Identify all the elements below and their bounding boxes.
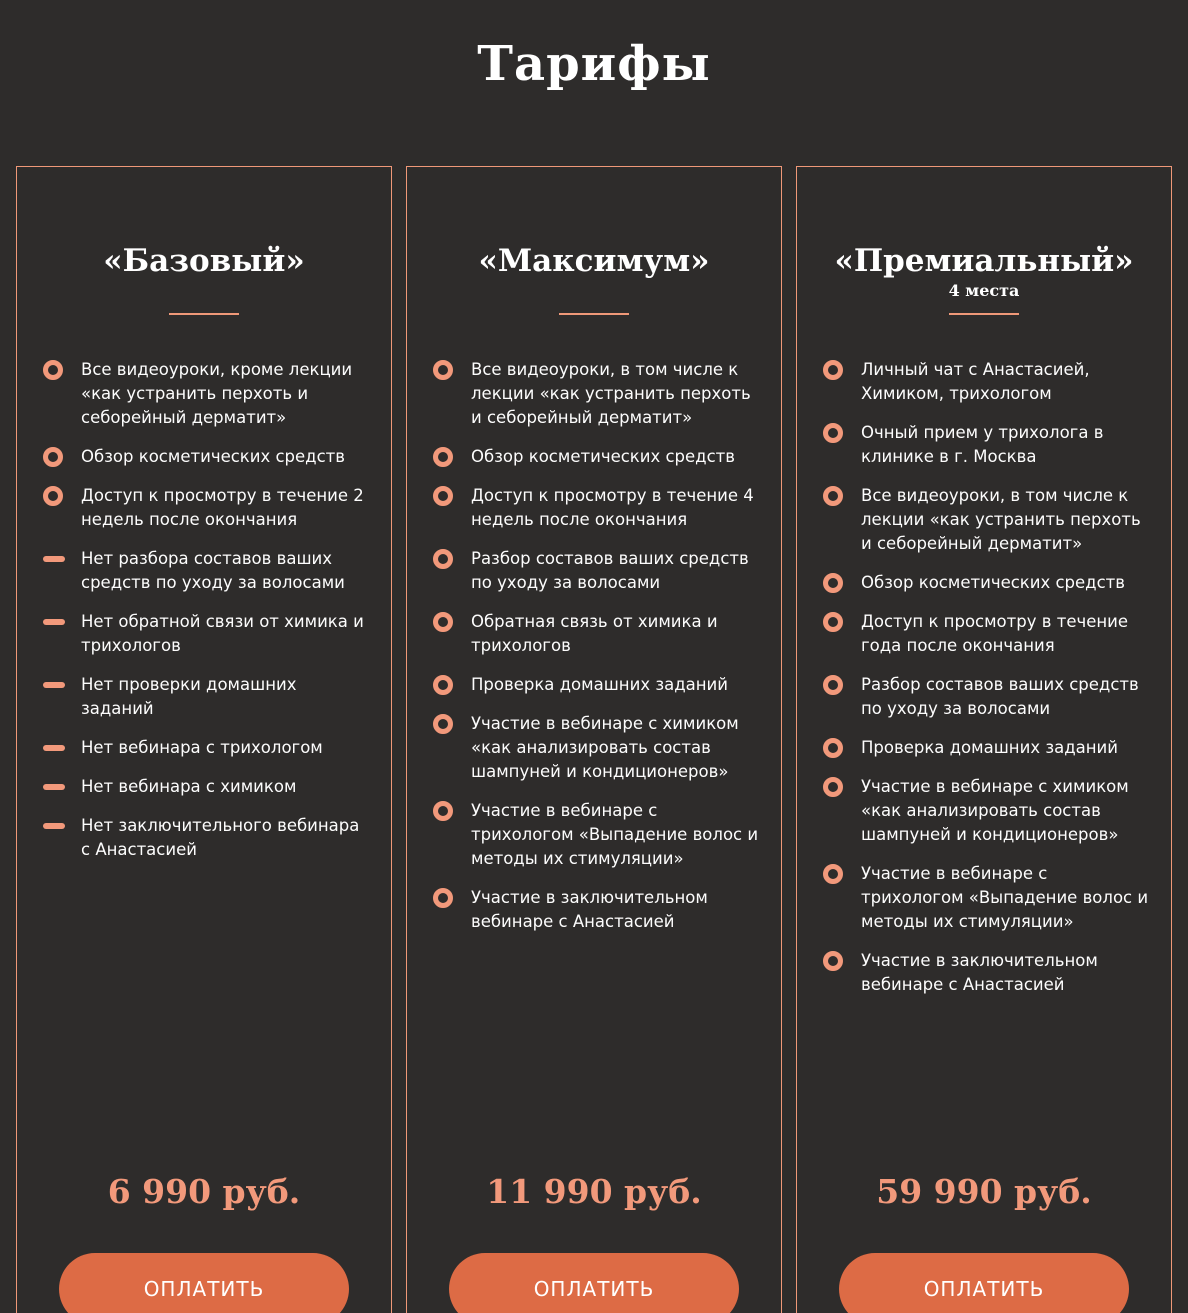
feature-text: Доступ к просмотру в течение года после окончания [861, 612, 1129, 655]
plan-title: «Премиальный» [834, 243, 1134, 279]
feature-text: Нет вебинара с химиком [81, 777, 297, 796]
pay-button[interactable]: ОПЛАТИТЬ [839, 1253, 1129, 1313]
feature-item [823, 484, 1149, 556]
feature-icon-column [433, 610, 471, 658]
feature-icon-column [823, 358, 861, 406]
feature-text: Нет разбора составов ваших средств по уходу за волосами [81, 549, 345, 592]
feature-item [823, 949, 1149, 997]
feature-item [433, 610, 759, 658]
feature-item [43, 358, 369, 430]
feature-text: Проверка домашних заданий [471, 675, 728, 694]
feature-text: Все видеоуроки, в том числе к лекции «как устранить перхоть и себорейный дерматит» [861, 486, 1141, 553]
feature-item [433, 547, 759, 595]
feature-item [433, 484, 759, 532]
included-circle-icon [433, 612, 453, 632]
feature-icon-column [823, 484, 861, 556]
included-circle-icon [433, 447, 453, 467]
feature-item [433, 358, 759, 430]
feature-icon-column [433, 673, 471, 697]
feature-text: Все видеоуроки, кроме лекции «как устранить перхоть и себорейный дерматит» [81, 360, 353, 427]
feature-item [823, 862, 1149, 934]
excluded-dash-icon [43, 682, 65, 688]
excluded-dash-icon [43, 745, 65, 751]
feature-icon-column [43, 736, 81, 760]
feature-text: Все видеоуроки, в том числе к лекции «как устранить перхоть и себорейный дерматит» [471, 360, 751, 427]
feature-item [43, 610, 369, 658]
feature-icon-column [43, 610, 81, 658]
excluded-dash-icon [43, 784, 65, 790]
feature-icon-column [433, 886, 471, 934]
feature-icon-column [823, 421, 861, 469]
feature-icon-column [433, 445, 471, 469]
feature-item [43, 736, 369, 760]
included-circle-icon [823, 423, 843, 443]
feature-item [43, 673, 369, 721]
feature-text: Доступ к просмотру в течение 4 недель после окончания [471, 486, 754, 529]
included-circle-icon [433, 486, 453, 506]
plan-card-maximum [406, 166, 782, 1313]
feature-icon-column [823, 571, 861, 595]
plan-header [797, 241, 1171, 311]
feature-icon-column [433, 712, 471, 784]
included-circle-icon [43, 447, 63, 467]
feature-list [17, 358, 391, 877]
included-circle-icon [43, 486, 63, 506]
feature-icon-column [43, 547, 81, 595]
feature-icon-column [823, 673, 861, 721]
included-circle-icon [433, 888, 453, 908]
excluded-dash-icon [43, 823, 65, 829]
feature-text: Обзор косметических средств [81, 447, 345, 466]
plan-card-basic [16, 166, 392, 1313]
feature-item [823, 571, 1149, 595]
feature-item [823, 610, 1149, 658]
pay-button[interactable]: ОПЛАТИТЬ [59, 1253, 349, 1313]
feature-text: Обратная связь от химика и трихологов [471, 612, 718, 655]
plan-header [17, 241, 391, 311]
feature-icon-column [823, 736, 861, 760]
plan-price: 6 990 руб. [107, 1172, 301, 1211]
plan-card-premium [796, 166, 1172, 1313]
feature-item [823, 673, 1149, 721]
feature-item [433, 673, 759, 697]
feature-item [43, 484, 369, 532]
feature-icon-column [433, 484, 471, 532]
feature-text: Разбор составов ваших средств по уходу за волосами [471, 549, 749, 592]
plan-header [407, 241, 781, 311]
feature-text: Нет обратной связи от химика и трихологов [81, 612, 364, 655]
feature-icon-column [823, 862, 861, 934]
feature-icon-column [43, 358, 81, 430]
plan-title: «Максимум» [478, 243, 710, 279]
feature-item [433, 799, 759, 871]
included-circle-icon [823, 864, 843, 884]
feature-text: Нет проверки домашних заданий [81, 675, 297, 718]
excluded-dash-icon [43, 619, 65, 625]
feature-item [433, 886, 759, 934]
feature-icon-column [823, 949, 861, 997]
feature-icon-column [43, 775, 81, 799]
included-circle-icon [823, 360, 843, 380]
feature-icon-column [823, 775, 861, 847]
included-circle-icon [823, 573, 843, 593]
header-divider [559, 313, 629, 315]
feature-item [823, 775, 1149, 847]
feature-text: Участие в вебинаре с трихологом «Выпадение волос и методы их стимуляции» [861, 864, 1149, 931]
plan-subtitle: 4 места [948, 281, 1020, 300]
feature-list [797, 358, 1171, 1012]
page-title: Тарифы [477, 36, 711, 92]
pay-button[interactable]: ОПЛАТИТЬ [449, 1253, 739, 1313]
feature-text: Участие в заключительном вебинаре с Анастасией [471, 888, 708, 931]
feature-icon-column [433, 547, 471, 595]
feature-icon-column [433, 358, 471, 430]
feature-text: Участие в вебинаре с трихологом «Выпадение волос и методы их стимуляции» [471, 801, 759, 868]
feature-text: Разбор составов ваших средств по уходу за волосами [861, 675, 1139, 718]
plan-title: «Базовый» [103, 243, 305, 279]
feature-icon-column [43, 673, 81, 721]
feature-item [43, 547, 369, 595]
feature-text: Личный чат с Анастасией, Химиком, трихологом [861, 360, 1090, 403]
feature-text: Проверка домашних заданий [861, 738, 1118, 757]
feature-icon-column [43, 484, 81, 532]
header-divider [169, 313, 239, 315]
feature-text: Участие в вебинаре с химиком «как анализировать состав шампуней и кондиционеров» [861, 777, 1129, 844]
included-circle-icon [43, 360, 63, 380]
feature-text: Участие в вебинаре с химиком «как анализировать состав шампуней и кондиционеров» [471, 714, 739, 781]
feature-text: Доступ к просмотру в течение 2 недель после окончания [81, 486, 364, 529]
feature-item [43, 445, 369, 469]
excluded-dash-icon [43, 556, 65, 562]
included-circle-icon [823, 738, 843, 758]
plan-price: 11 990 руб. [486, 1172, 702, 1211]
included-circle-icon [433, 549, 453, 569]
feature-item [823, 736, 1149, 760]
feature-text: Нет вебинара с трихологом [81, 738, 323, 757]
feature-text: Очный прием у трихолога в клинике в г. Москва [861, 423, 1104, 466]
included-circle-icon [433, 714, 453, 734]
feature-item [43, 814, 369, 862]
feature-item [433, 712, 759, 784]
feature-icon-column [823, 610, 861, 658]
feature-icon-column [43, 445, 81, 469]
feature-item [43, 775, 369, 799]
included-circle-icon [823, 612, 843, 632]
feature-item [823, 358, 1149, 406]
included-circle-icon [433, 360, 453, 380]
feature-item [433, 445, 759, 469]
feature-text: Нет заключительного вебинара с Анастасией [81, 816, 360, 859]
feature-icon-column [43, 814, 81, 862]
feature-text: Участие в заключительном вебинаре с Анастасией [861, 951, 1098, 994]
feature-icon-column [433, 799, 471, 871]
included-circle-icon [823, 675, 843, 695]
header-divider [949, 313, 1019, 315]
included-circle-icon [823, 486, 843, 506]
included-circle-icon [433, 801, 453, 821]
feature-list [407, 358, 781, 949]
pricing-cards [0, 166, 1188, 1313]
included-circle-icon [823, 951, 843, 971]
plan-price: 59 990 руб. [876, 1172, 1092, 1211]
feature-text: Обзор косметических средств [861, 573, 1125, 592]
feature-text: Обзор косметических средств [471, 447, 735, 466]
included-circle-icon [433, 675, 453, 695]
feature-item [823, 421, 1149, 469]
included-circle-icon [823, 777, 843, 797]
